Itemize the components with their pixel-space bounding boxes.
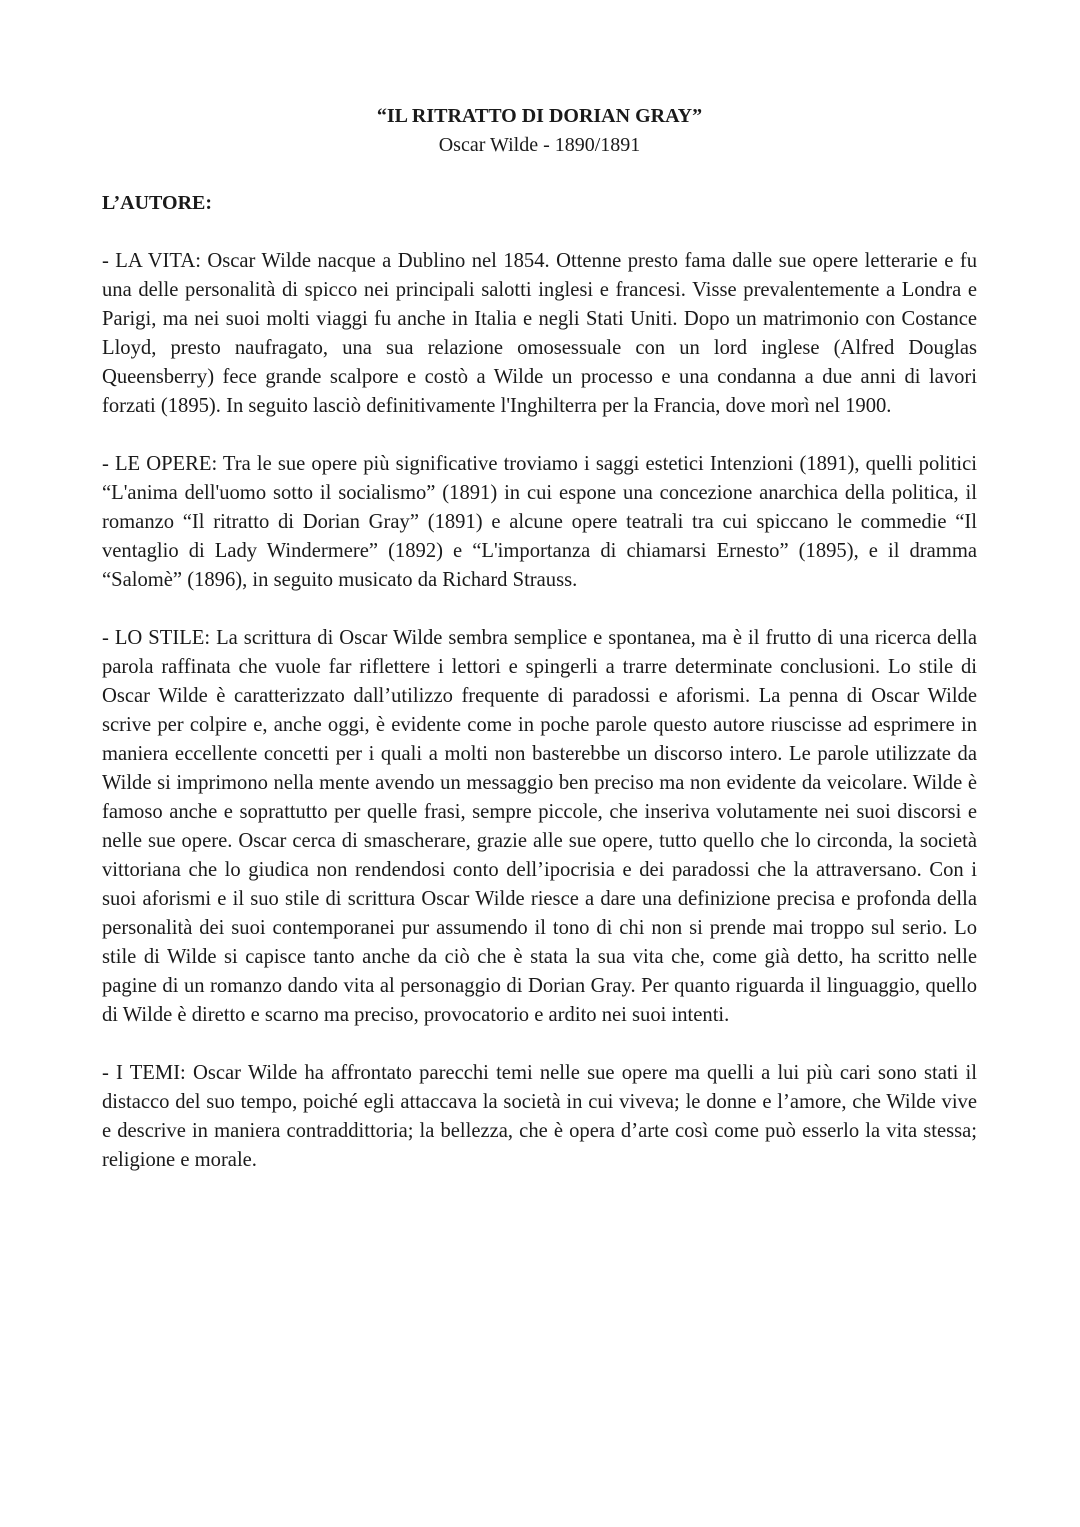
paragraph-lo-stile: - LO STILE: La scrittura di Oscar Wilde sembra semplice e spontanea, ma è il frutto di una ricerca della parola raffinata che vuole far riflettere i lettori e spingerli a trarre determinate conclusioni. Lo stile di Oscar Wilde è caratterizzato dall’utilizzo frequente di paradossi e aforismi. La penna di Oscar Wilde scrive per colpire e, anche oggi, è evidente come in poche parole questo autore riuscisse ad esprimere in maniera eccellente concetti per i quali a molti non basterebbe un discorso intero. Le parole utilizzate da Wilde si imprimono nella mente avendo un messaggio ben preciso ma non evidente da veicolare. Wilde è famoso anche e soprattutto per quelle frasi, sempre piccole, che inseriva volutamente nei suoi discorsi e nelle sue opere. Oscar cerca di smascherare, grazie alle sue opere, tutto quello che lo circonda, la società vittoriana che lo giudica non rendendosi conto dell’ipocrisia e dei paradossi che la attraversano. Con i suoi aforismi e il suo stile di scrittura Oscar Wilde riesce a dare una definizione precisa e profonda della personalità dei suoi contemporanei pur assumendo il tono di chi non si prende mai troppo sul serio. Lo stile di Wilde si capisce tanto anche da ciò che è stata la sua vita che, come già detto, ha scritto nelle pagine di un romanzo dando vita al personaggio di Dorian Gray. Per quanto riguarda il linguaggio, quello di Wilde è diretto e scarno ma preciso, provocatorio e ardito nei suoi intenti. <box>102 627 977 1026</box>
paragraph-le-opere: - LE OPERE: Tra le sue opere più significative troviamo i saggi estetici Intenzioni (1891), quelli politici “L'anima dell'uomo sotto il socialismo” (1891) in cui espone una concezione anarchica della politica, il romanzo “Il ritratto di Dorian Gray” (1891) e alcune opere teatrali tra cui spiccano le commedie “Il ventaglio di Lady Windermere” (1892) e “L'importanza di chiamarsi Ernesto” (1895), e il dramma “Salomè” (1896), in seguito musicato da Richard Strauss. <box>102 453 977 591</box>
paragraph-la-vita: - LA VITA: Oscar Wilde nacque a Dublino nel 1854. Ottenne presto fama dalle sue opere letterarie e fu una delle personalità di spicco nei principali salotti inglesi e francesi. Visse prevalentemente a Londra e Parigi, ma nei suoi molti viaggi fu anche in Italia e negli Stati Uniti. Dopo un matrimonio con Costance Lloyd, presto naufragato, una sua relazione omosessuale con un lord inglese (Alfred Douglas Queensberry) fece grande scalpore e costò a Wilde un processo e una condanna a due anni di lavori forzati (1895). In seguito lasciò definitivamente l'Inghilterra per la Francia, dove morì nel 1900. <box>102 250 977 417</box>
paragraph-i-temi: - I TEMI: Oscar Wilde ha affrontato parecchi temi nelle sue opere ma quelli a lui più cari sono stati il distacco del suo tempo, poiché egli attaccava la società in cui viveva; le donne e l’amore, che Wilde vive e descrive in maniera contraddittoria; la bellezza, che è opera d’arte così come può esserlo la vita stessa; religione e morale. <box>102 1062 977 1171</box>
document-subtitle: Oscar Wilde - 1890/1891 <box>438 134 641 156</box>
document-title: “IL RITRATTO DI DORIAN GRAY” <box>376 105 703 127</box>
section-heading-autore: L’AUTORE: <box>102 192 213 214</box>
document-body <box>102 102 977 1175</box>
